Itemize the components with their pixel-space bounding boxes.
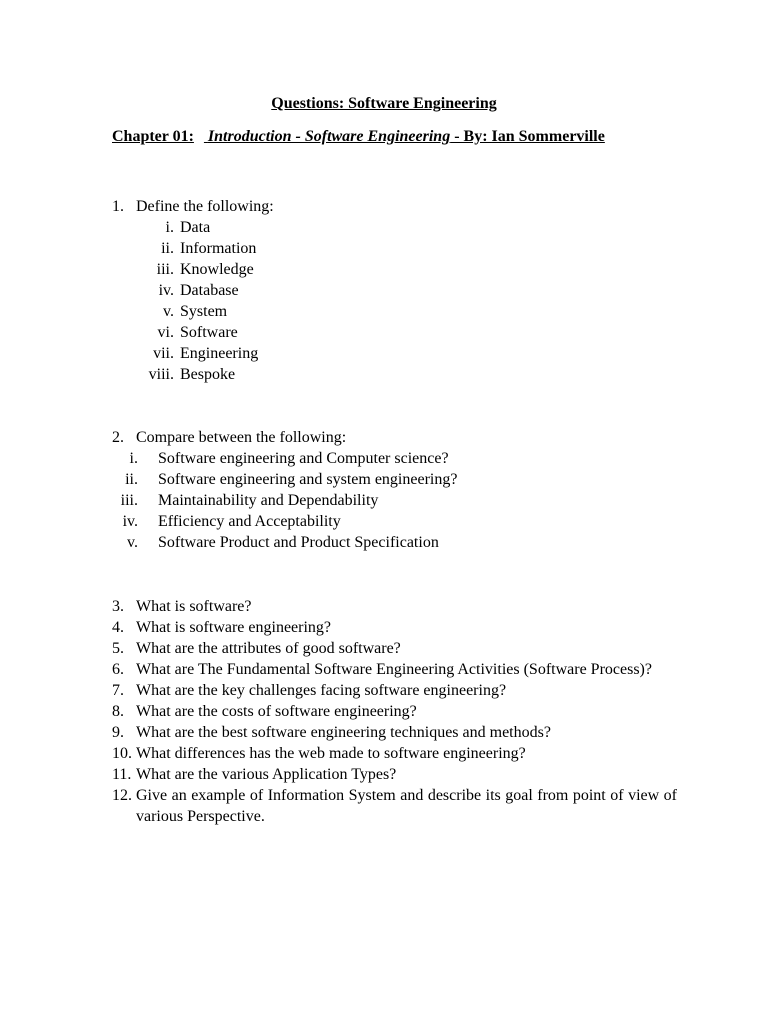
question-text: What is software? [136,598,252,615]
list-item-text: Software Product and Product Specification [158,534,439,551]
question-text: Compare between the following: [136,429,347,446]
roman-numeral: iv. [158,282,174,299]
question-text: What differences has the web made to software engineering? [136,745,526,762]
question-number: 11. [112,766,132,783]
question-1 [112,196,682,385]
question-number: 7. [112,682,124,699]
question-item [112,785,677,827]
question-item [112,743,677,764]
question-text: What are the various Application Types? [136,766,397,783]
roman-numeral: ii. [161,240,174,257]
question-number: 8. [112,703,124,720]
roman-numeral: i. [129,450,138,467]
chapter-intro: Introduction - Software Engineering [207,128,451,145]
list-item-text: Database [180,282,239,299]
question-text: What are the attributes of good software? [136,640,401,657]
roman-numeral: ii. [125,471,138,488]
question-number: 10. [112,745,132,762]
roman-numeral: v. [127,534,138,551]
question-item [112,638,677,659]
list-item [112,511,682,532]
roman-numeral: iii. [120,492,138,509]
list-item-text: Knowledge [180,261,254,278]
question-text: What is software engineering? [136,619,332,636]
list-item-text: Software [180,324,238,341]
list-item [112,490,682,511]
list-item [112,259,682,280]
chapter-author: - By: Ian Sommerville [450,128,605,145]
list-item [112,343,682,364]
question-item [112,680,677,701]
question-text: Define the following: [136,198,274,215]
question-list [112,596,677,827]
list-item-text: Software engineering and system engineering? [158,471,458,488]
question-text: What are The Fundamental Software Engineering Activities (Software Process)? [136,661,652,678]
list-item-text: Bespoke [180,366,236,383]
question-number: 1. [112,198,124,215]
list-item-text: Engineering [180,345,259,362]
roman-numeral: v. [163,303,174,320]
roman-numeral: i. [165,219,174,236]
list-item [112,448,682,469]
list-item-text: System [180,303,228,320]
list-item-text: Information [180,240,257,257]
question-item [112,722,677,743]
roman-numeral: iv. [122,513,138,530]
question-item [112,596,677,617]
page-title: Questions: Software Engineering [271,95,497,112]
question-item [112,659,677,680]
question-number: 3. [112,598,124,615]
roman-numeral: vii. [153,345,174,362]
question-item [112,701,677,722]
chapter-label: Chapter 01: [112,128,194,145]
list-item-text: Data [180,219,211,236]
list-item [112,301,682,322]
list-item-text: Software engineering and Computer science? [158,450,449,467]
question-number: 4. [112,619,124,636]
list-item [112,238,682,259]
question-item [112,617,677,638]
roman-numeral: iii. [156,261,174,278]
question-2 [112,427,682,553]
list-item-text: Efficiency and Acceptability [158,513,341,530]
list-item [112,364,682,385]
question-number: 9. [112,724,124,741]
list-item [112,280,682,301]
list-item [112,322,682,343]
question-item [112,764,677,785]
chapter-heading [112,127,672,147]
question-number: 6. [112,661,124,678]
list-item [112,469,682,490]
roman-numeral: vi. [157,324,174,341]
list-item [112,217,682,238]
question-number: 12. [112,787,132,804]
question-text: What are the key challenges facing software engineering? [136,682,507,699]
list-item [112,532,682,553]
question-text: Give an example of Information System and describe its goal from point of view of various Perspective. [136,787,677,825]
list-item-text: Maintainability and Dependability [158,492,379,509]
question-number: 5. [112,640,124,657]
roman-numeral: viii. [148,366,174,383]
question-number: 2. [112,429,124,446]
question-text: What are the costs of software engineering? [136,703,417,720]
question-text: What are the best software engineering techniques and methods? [136,724,551,741]
